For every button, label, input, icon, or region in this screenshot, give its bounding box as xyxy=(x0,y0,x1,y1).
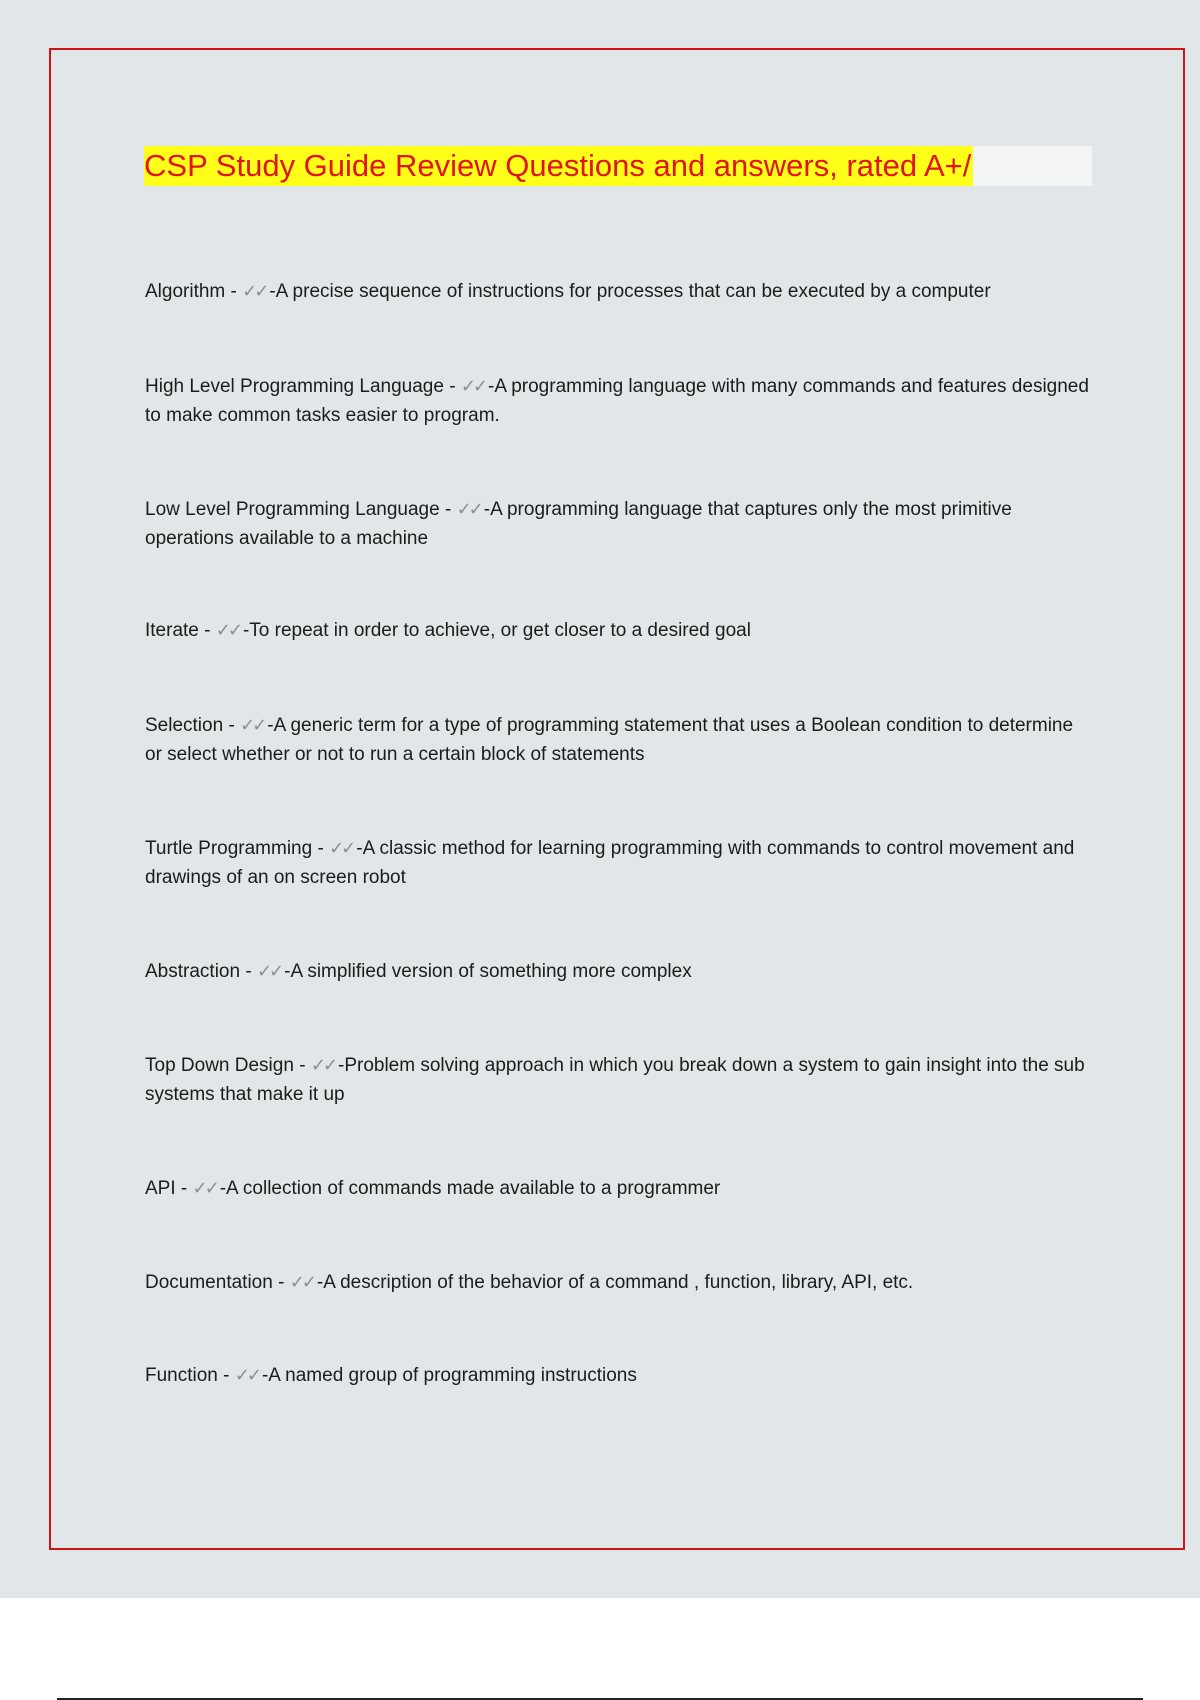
entry-definition: Problem solving approach in which you break down a system to gain insight into the sub systems that make it up xyxy=(145,1055,1085,1105)
entry-definition: A collection of commands made available to a programmer xyxy=(226,1178,721,1199)
entry-definition: A generic term for a type of programming statement that uses a Boolean condition to determine or select whether or not to run a certain block of statements xyxy=(145,715,1074,765)
entry-definition: A named group of programming instructions xyxy=(268,1365,637,1386)
qa-entry-top-down-design: Top Down Design - ✓✓ -Problem solving approach in which you break down a system to gain insight into the sub systems that make it up xyxy=(145,1051,1095,1109)
double-check-icon: ✓✓ xyxy=(234,1365,259,1386)
double-check-icon: ✓✓ xyxy=(310,1055,335,1076)
qa-entry-api: API - ✓✓ -A collection of commands made available to a programmer xyxy=(145,1174,1095,1203)
double-check-icon: ✓✓ xyxy=(242,281,267,302)
double-check-icon: ✓✓ xyxy=(456,499,481,520)
entry-term: Low Level Programming Language xyxy=(145,499,440,520)
double-check-icon: ✓✓ xyxy=(460,376,485,397)
qa-entry-algorithm: Algorithm - ✓✓ -A precise sequence of instructions for processes that can be executed by a computer xyxy=(145,277,1095,306)
entry-term: Function xyxy=(145,1365,218,1386)
qa-entry-turtle-programming: Turtle Programming - ✓✓ -A classic method for learning programming with commands to control movement and drawings of an on screen robot xyxy=(145,834,1095,892)
entry-definition: A simplified version of something more complex xyxy=(290,961,692,982)
double-check-icon: ✓✓ xyxy=(215,620,240,641)
double-check-icon: ✓✓ xyxy=(192,1178,217,1199)
title-block xyxy=(144,146,1092,186)
qa-entry-iterate: Iterate - ✓✓ -To repeat in order to achieve, or get closer to a desired goal xyxy=(145,616,1095,645)
entry-definition: To repeat in order to achieve, or get closer to a desired goal xyxy=(249,620,751,641)
entry-definition: A programming language that captures only the most primitive operations available to a machine xyxy=(145,499,1012,549)
entry-term: Selection xyxy=(145,715,224,736)
qa-entry-selection: Selection - ✓✓ -A generic term for a type of programming statement that uses a Boolean condition to determine or select whether or not to run a certain block of statements xyxy=(145,711,1095,769)
qa-entry-function: Function - ✓✓ -A named group of programming instructions xyxy=(145,1361,1095,1390)
entry-term: API xyxy=(145,1178,176,1199)
entry-term: Abstraction xyxy=(145,961,241,982)
entry-definition: A programming language with many commands and features designed to make common tasks easier to program. xyxy=(145,376,1089,426)
entry-term: Documentation xyxy=(145,1272,273,1293)
entry-term: Top Down Design xyxy=(145,1055,294,1076)
page-border-frame xyxy=(49,48,1185,1550)
entry-term: Algorithm xyxy=(145,281,226,302)
entry-definition: A description of the behavior of a command , function, library, API, etc. xyxy=(323,1272,914,1293)
entry-definition: A classic method for learning programming with commands to control movement and drawings of an on screen robot xyxy=(145,838,1075,888)
entry-term: High Level Programming Language xyxy=(145,376,444,397)
double-check-icon: ✓✓ xyxy=(329,838,354,859)
qa-entry-documentation: Documentation - ✓✓ -A description of the behavior of a command , function, library, API, etc. xyxy=(145,1268,1095,1297)
document-title: CSP Study Guide Review Questions and answers, rated A+/ xyxy=(144,146,973,186)
qa-entry-abstraction: Abstraction - ✓✓ -A simplified version of something more complex xyxy=(145,957,1095,986)
entry-definition: A precise sequence of instructions for processes that can be executed by a computer xyxy=(275,281,991,302)
entry-term: Iterate xyxy=(145,620,199,641)
double-check-icon: ✓✓ xyxy=(240,715,265,736)
entry-term: Turtle Programming xyxy=(145,838,313,859)
double-check-icon: ✓✓ xyxy=(289,1272,314,1293)
qa-entry-low-level-language: Low Level Programming Language - ✓✓ -A programming language that captures only the most primitive operations available to a machine xyxy=(145,495,1095,553)
double-check-icon: ✓✓ xyxy=(256,961,282,982)
qa-entry-high-level-language: High Level Programming Language - ✓✓ -A programming language with many commands and features designed to make common tasks easier to program. xyxy=(145,372,1095,430)
